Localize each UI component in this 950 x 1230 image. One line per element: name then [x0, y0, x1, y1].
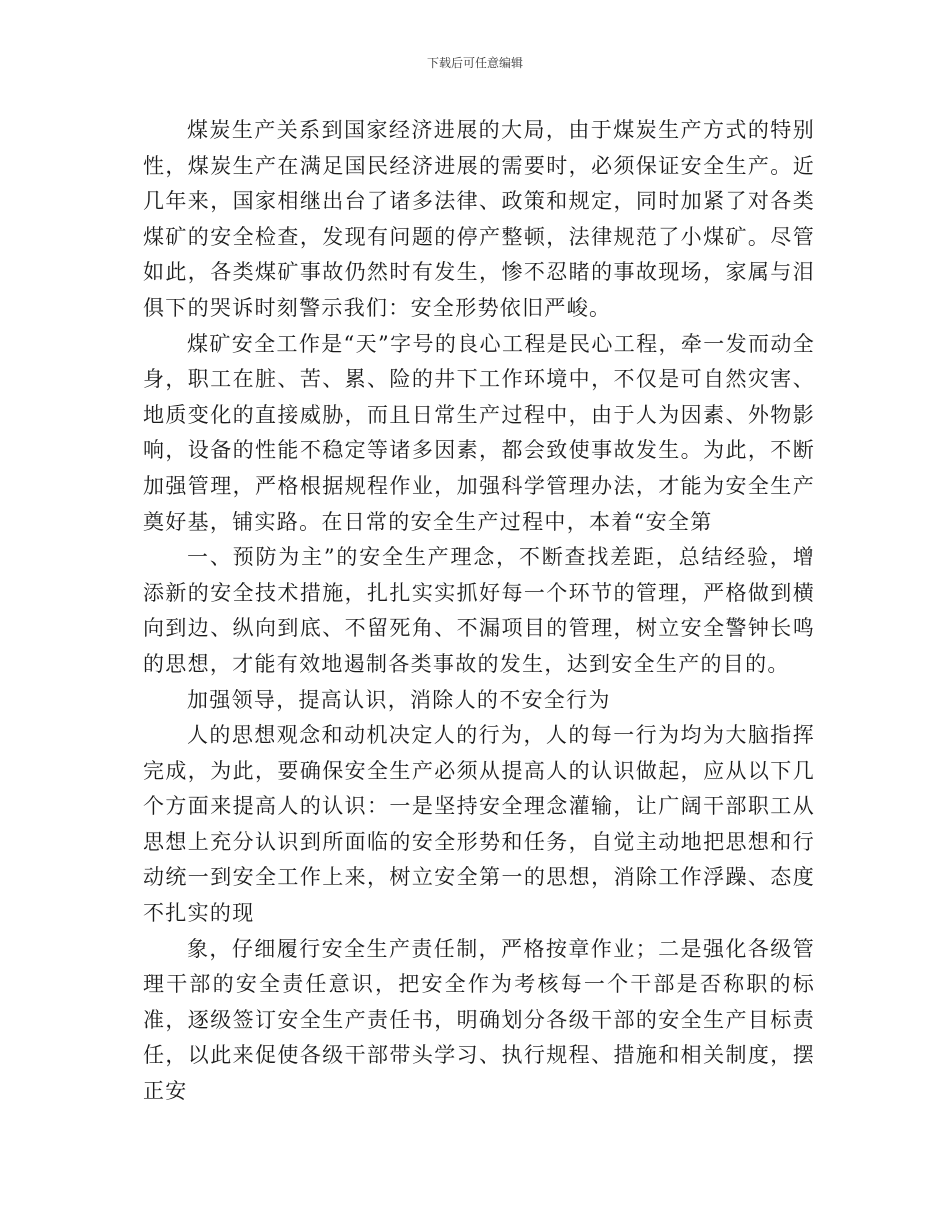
- paragraph-awareness: 人的思想观念和动机决定人的行为，人的每一行为均为大脑指挥完成，为此，要确保安全生产必须从提高人的认识做起，应从以下几个方面来提高人的认识：一是坚持安全理念灌输，让广阔干部职工从思想上充分认识到所面临的安全形势和任务，自觉主动地把思想和行动统一到安全工作上来，树立安全第一的思想，消除工作浮躁、态度不扎实的现: [143, 723, 815, 926]
- document-body: [143, 113, 815, 1110]
- paragraph-intro: 煤炭生产关系到国家经济进展的大局，由于煤炭生产方式的特别性，煤炭生产在满足国民经济进展的需要时，必须保证安全生产。近几年来，国家相继出台了诸多法律、政策和规定，同时加紧了对各类煤矿的安全检查，发现有问题的停产整顿，法律规范了小煤矿。尽管如此，各类煤矿事故仍然时有发生，惨不忍睹的事故现场，家属与泪俱下的哭诉时刻警示我们：安全形势依旧严峻。: [143, 118, 815, 320]
- section-heading: 加强领导，提高认识，消除人的不安全行为: [187, 687, 611, 712]
- paragraph-prevention: 一、预防为主”的安全生产理念，不断查找差距，总结经验，增添新的安全技术措施，扎扎实实抓好每一个环节的管理，严格做到横向到边、纵向到底、不留死角、不漏项目的管理，树立安全警钟长鸣的思想，才能有效地遏制各类事故的发生，达到安全生产的目的。: [143, 545, 815, 676]
- paragraph-safety-work: 煤矿安全工作是“天”字号的良心工程是民心工程，牵一发而动全身，职工在脏、苦、累、险的井下工作环境中，不仅是可自然灾害、地质变化的直接威胁，而且日常生产过程中，由于人为因素、外物影响，设备的性能不稳定等诸多因素，都会致使事故发生。为此，不断加强管理，严格根据规程作业，加强科学管理办法，才能为安全生产奠好基，铺实路。在日常的安全生产过程中，本着“安全第: [143, 331, 815, 534]
- paragraph-responsibility: 象，仔细履行安全生产责任制，严格按章作业；二是强化各级管理干部的安全责任意识，把安全作为考核每一个干部是否称职的标准，逐级签订安全生产责任书，明确划分各级干部的安全生产目标责任，以此来促使各级干部带头学习、执行规程、措施和相关制度，摆正安: [143, 936, 815, 1104]
- page-header-note: 下载后可任意编辑: [426, 56, 523, 70]
